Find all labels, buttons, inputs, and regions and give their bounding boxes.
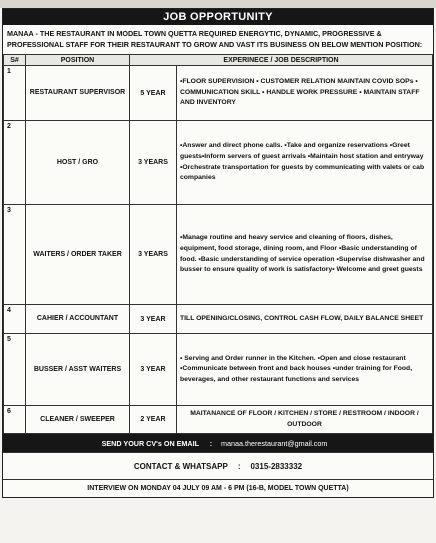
contact-label: CONTACT & WHATSAPP [133,461,228,471]
positions-table [3,54,433,434]
table-row [4,406,433,434]
table-row [4,305,433,334]
row-position: CLEANER / SWEEPER [26,406,130,434]
row-sn: 1 [4,66,26,121]
row-description: •FLOOR SUPERVISION • CUSTOMER RELATION MAINTAIN COVID SOPs • COMMUNICATION SKILL • HANDLE WORK PRESSURE • MAINTAIN STAFF AND INVENTORY [177,66,433,121]
email-address: manaa.therestaurant@gmail.com [221,438,328,448]
contact-separator: : [237,461,241,471]
email-bar [3,434,433,452]
table-row [4,205,433,305]
row-sn: 2 [4,121,26,205]
table-row [4,66,433,121]
row-sn: 3 [4,205,26,305]
contact-bar [3,452,433,479]
row-description: TILL OPENING/CLOSING, CONTROL CASH FLOW, DAILY BALANCE SHEET [177,305,433,334]
row-description: •Manage routine and heavy service and cleaning of floors, dishes, equipment, food storage, dining room, and Floor •Basic understanding of food. •Basic understanding of service operation •Supervise dishwasher and busser to ensure quality of work is satisfactory• Welcome and greet guests [177,205,433,305]
row-position: HOST / GRO [26,121,130,205]
header-position: POSITION [26,55,130,66]
ad-intro: MANAA - THE RESTAURANT IN MODEL TOWN QUETTA REQUIRED ENERGYTIC, DYNAMIC, PROGRESSIVE & PROFESSIONAL STAFF FOR THEIR RESTAURANT TO GROW AND VAST ITS BUSINESS ON BELOW MENTION POSITION: [7,29,423,49]
row-experience: 3 YEAR [130,305,177,334]
header-experience-description: EXPERINECE / JOB DESCRIPTION [130,55,433,66]
row-position: CAHIER / ACCOUNTANT [26,305,130,334]
email-separator: : [209,438,213,448]
row-position: WAITERS / ORDER TAKER [26,205,130,305]
table-row [4,121,433,205]
row-sn: 6 [4,406,26,434]
contact-phone: 0315-2833332 [250,461,303,471]
header-sn: S# [4,55,26,66]
row-position: BUSSER / ASST WAITERS [26,334,130,406]
table-header-row [4,55,433,66]
top-strip [0,0,436,8]
row-experience: 2 YEAR [130,406,177,434]
ad-title: JOB OPPORTUNITY [3,9,433,25]
row-sn: 5 [4,334,26,406]
row-experience: 3 YEARS [130,121,177,205]
row-experience: 5 YEAR [130,66,177,121]
row-sn: 4 [4,305,26,334]
table-row [4,334,433,406]
email-label: SEND YOUR CV's ON EMAIL [101,438,199,448]
row-experience: 3 YEAR [130,334,177,406]
interview-details: INTERVIEW ON MONDAY 04 JULY 09 AM - 6 PM (16-B, MODEL TOWN QUETTA) [3,479,433,497]
job-ad [2,8,434,498]
row-description: •Answer and direct phone calls. •Take and organize reservations •Greet guests•Inform servers of guest arrivals •Maintain host station and entryway •Orchestrate transportation for guests by communicating with valets or cab companies [177,121,433,205]
row-position: RESTAURANT SUPERVISOR [26,66,130,121]
row-description: MAITANANCE OF FLOOR / KITCHEN / STORE / RESTROOM / INDOOR / OUTDOOR [177,406,433,434]
row-description: • Serving and Order runner in the Kitchen. •Open and close restaurant •Communicate between front and back houses •under training for Food, beverages, and other restaurant functions and services [177,334,433,406]
row-experience: 3 YEARS [130,205,177,305]
